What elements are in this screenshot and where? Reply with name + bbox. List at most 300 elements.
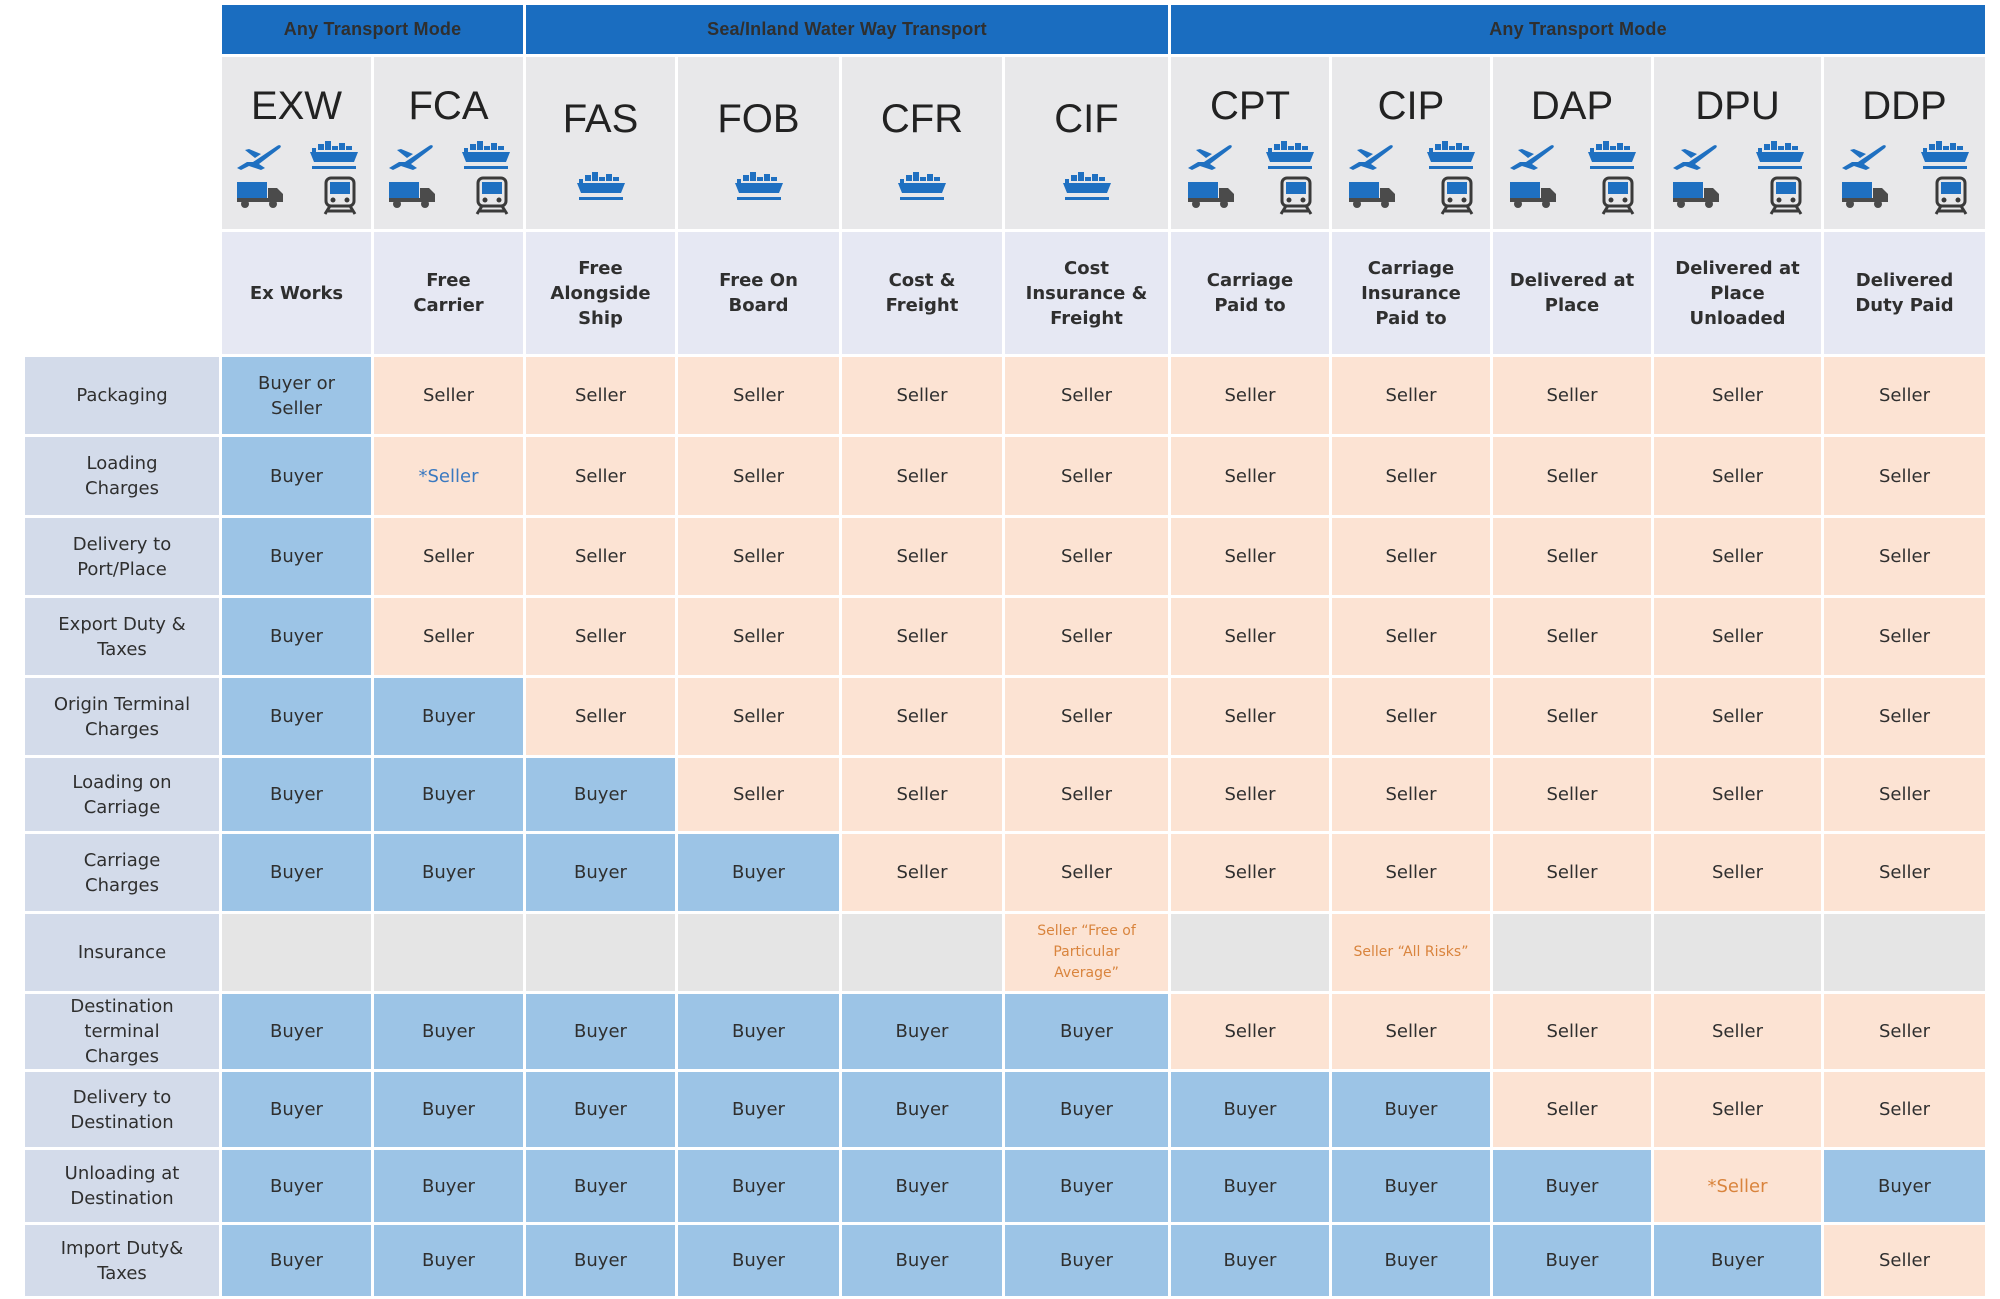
responsibility-cell (841, 677, 1004, 757)
responsibility-cell (373, 913, 525, 993)
cell-value: Seller (896, 465, 948, 487)
row-label-text: Origin Terminal Charges (53, 693, 191, 740)
cell-value: Seller (896, 706, 948, 727)
row-label-text: Insurance (77, 942, 167, 963)
term-header-cip (1331, 56, 1492, 231)
row-label (24, 436, 221, 517)
cell-value: Seller (1385, 546, 1437, 567)
term-code: DPU (1695, 84, 1780, 128)
cell-value: Seller (1061, 465, 1112, 487)
truck-icon (1347, 176, 1397, 210)
responsibility-cell (1331, 757, 1492, 833)
cell-value: Buyer (270, 1021, 323, 1042)
responsibility-cell (525, 913, 677, 993)
term-code: DDP (1862, 84, 1947, 128)
transport-mode-header: Any Transport Mode (1170, 4, 1987, 56)
responsibility-cell (221, 356, 373, 436)
term-name-text: Delivered Duty Paid (1855, 270, 1954, 316)
term-name-fob (677, 231, 841, 356)
cell-value: Seller (1712, 784, 1763, 805)
cell-value: Buyer (422, 1021, 475, 1042)
cell-value: Buyer (1060, 1099, 1113, 1120)
cell-value: Seller (1224, 862, 1276, 883)
responsibility-cell (525, 677, 677, 757)
cell-value: Seller (733, 546, 784, 567)
cell-value: Buyer (574, 862, 627, 883)
cell-value: Buyer (422, 1099, 475, 1120)
table-row (24, 356, 1987, 436)
transport-mode-header: Sea/Inland Water Way Transport (525, 4, 1170, 56)
responsibility-cell (1004, 1224, 1170, 1298)
table-row (24, 1224, 1987, 1298)
responsibility-cell (1653, 517, 1823, 597)
term-name-text: Free Carrier (413, 270, 484, 316)
responsibility-cell (1331, 356, 1492, 436)
responsibility-cell (1004, 833, 1170, 913)
cell-value: Buyer (574, 1250, 627, 1271)
term-header-dpu (1653, 56, 1823, 231)
responsibility-cell (1492, 1149, 1653, 1224)
table-row (24, 993, 1987, 1071)
cell-value: Seller (423, 626, 474, 647)
cell-value: Buyer (1223, 1175, 1277, 1197)
cell-value: Seller (896, 385, 948, 406)
cell-value: Buyer or Seller (257, 372, 336, 419)
truck-icon (1508, 176, 1558, 210)
responsibility-cell (1823, 913, 1987, 993)
cell-value: Buyer (574, 1099, 627, 1120)
cell-value: Seller (733, 465, 784, 487)
term-header-fob (677, 56, 841, 231)
train-icon (1768, 176, 1804, 216)
airplane-icon (233, 138, 283, 172)
cell-value: Seller (1061, 626, 1112, 647)
responsibility-cell (221, 1071, 373, 1149)
cell-value: Buyer (270, 862, 323, 883)
cell-value: Seller (1224, 465, 1276, 487)
responsibility-cell (525, 436, 677, 517)
cell-value: Buyer (270, 1175, 323, 1197)
incoterms-table (22, 2, 1988, 1299)
ship-icon (1586, 138, 1638, 172)
term-name-text: Free Alongside Ship (550, 257, 651, 329)
responsibility-cell (1170, 913, 1331, 993)
term-code: DAP (1530, 84, 1614, 128)
responsibility-cell (1823, 1149, 1987, 1224)
responsibility-cell (373, 757, 525, 833)
term-header-cpt (1170, 56, 1331, 231)
cell-value: Buyer (574, 1175, 627, 1197)
row-label (24, 356, 221, 436)
cell-value: Seller (1546, 1021, 1598, 1042)
term-code: FAS (562, 97, 639, 141)
airplane-icon (1838, 138, 1888, 172)
cell-value: Buyer (270, 784, 323, 805)
responsibility-cell (1492, 517, 1653, 597)
cell-value: Seller (423, 546, 474, 567)
cell-value: Seller (575, 465, 626, 487)
truck-icon (1840, 176, 1890, 210)
airplane-icon (1184, 138, 1234, 172)
responsibility-cell (221, 436, 373, 517)
term-code: CIP (1377, 84, 1445, 128)
row-label (24, 833, 221, 913)
responsibility-cell (1004, 677, 1170, 757)
cell-value: Seller (896, 546, 948, 567)
responsibility-cell (525, 993, 677, 1071)
cell-value: Buyer (732, 1021, 785, 1042)
cell-value: Buyer (574, 1021, 627, 1042)
responsibility-cell (221, 993, 373, 1071)
cell-value: Seller (1546, 626, 1598, 647)
row-label-text: Destination terminal Charges (70, 996, 174, 1067)
responsibility-cell (1823, 436, 1987, 517)
responsibility-cell (1331, 833, 1492, 913)
term-code: CPT (1210, 84, 1290, 128)
cell-value: Seller (1879, 546, 1930, 567)
cell-value: Seller (733, 784, 784, 805)
responsibility-cell (1653, 913, 1823, 993)
row-label-text: Packaging (76, 385, 168, 406)
row-label (24, 597, 221, 677)
cell-value: Seller (1712, 465, 1763, 487)
airplane-icon (1506, 138, 1556, 172)
truck-icon (1671, 176, 1721, 210)
responsibility-cell (373, 597, 525, 677)
row-label (24, 757, 221, 833)
truck-icon (1186, 176, 1236, 210)
cell-value: Buyer (422, 1250, 475, 1271)
cell-value: Seller (1224, 706, 1276, 727)
row-label-text: Loading Charges (85, 453, 159, 499)
responsibility-cell (1492, 356, 1653, 436)
responsibility-cell (221, 913, 373, 993)
cell-value: Buyer (895, 1099, 949, 1120)
row-label-text: Loading on Carriage (72, 771, 172, 818)
cell-value: Seller (1879, 784, 1930, 805)
responsibility-cell (373, 1224, 525, 1298)
cell-value: Seller (1224, 626, 1276, 647)
train-icon (474, 176, 510, 216)
cell-value: Seller (896, 862, 948, 883)
cell-value: Buyer (270, 546, 323, 567)
ship-icon (1754, 138, 1806, 172)
responsibility-cell (1823, 597, 1987, 677)
responsibility-cell (1653, 1149, 1823, 1224)
row-label (24, 517, 221, 597)
term-code: EXW (250, 84, 343, 128)
cell-value: Buyer (732, 1250, 785, 1271)
cell-value: Buyer (574, 784, 627, 805)
cell-value: Seller (575, 385, 626, 406)
responsibility-cell (1653, 1071, 1823, 1149)
responsibility-cell (677, 436, 841, 517)
responsibility-cell (1653, 356, 1823, 436)
responsibility-cell (373, 993, 525, 1071)
responsibility-cell (373, 833, 525, 913)
responsibility-cell (1492, 833, 1653, 913)
ship-icon (896, 169, 948, 203)
ship-icon (1425, 138, 1477, 172)
responsibility-cell (221, 833, 373, 913)
cell-value: Buyer (1223, 1250, 1277, 1271)
responsibility-cell (525, 356, 677, 436)
all-mode-icons (1493, 138, 1651, 216)
sea-mode-icons (678, 169, 839, 203)
cell-value: Buyer (732, 1099, 785, 1120)
cell-value: Seller (1385, 465, 1437, 487)
responsibility-cell (841, 913, 1004, 993)
responsibility-cell (1004, 597, 1170, 677)
cell-value: Seller (1546, 465, 1598, 487)
row-label-text: Delivery to Destination (70, 1086, 174, 1133)
ship-icon (1919, 138, 1971, 172)
cell-value: Seller (1061, 706, 1112, 727)
cell-value: Buyer (422, 784, 475, 805)
responsibility-cell (1823, 356, 1987, 436)
responsibility-cell (1004, 993, 1170, 1071)
row-label-text: Delivery to Port/Place (72, 533, 172, 580)
term-header-fas (525, 56, 677, 231)
cell-value: Buyer (1711, 1250, 1764, 1271)
responsibility-cell (1004, 757, 1170, 833)
term-name-cif (1004, 231, 1170, 356)
cell-value: Seller “All Risks” (1353, 944, 1469, 960)
cell-value: Seller (1224, 1021, 1276, 1042)
responsibility-cell (677, 1149, 841, 1224)
table-row (24, 517, 1987, 597)
cell-value: Seller (1712, 1099, 1763, 1120)
cell-value: Seller (575, 706, 626, 727)
responsibility-cell (1653, 597, 1823, 677)
term-name-exw (221, 231, 373, 356)
responsibility-cell (1823, 993, 1987, 1071)
term-name-fas (525, 231, 677, 356)
train-icon (1600, 176, 1636, 216)
responsibility-cell (677, 356, 841, 436)
all-mode-icons (1332, 138, 1490, 216)
cell-value: Buyer (895, 1175, 949, 1197)
term-code: CFR (880, 97, 964, 141)
cell-value: Buyer (1878, 1175, 1931, 1197)
cell-value: Seller (1546, 862, 1598, 883)
responsibility-cell (1004, 913, 1170, 993)
cell-value: Buyer (422, 862, 475, 883)
cell-value: Seller (1385, 1021, 1437, 1042)
responsibility-cell (841, 356, 1004, 436)
responsibility-cell (1170, 517, 1331, 597)
table-row (24, 1071, 1987, 1149)
term-header-cif (1004, 56, 1170, 231)
responsibility-cell (1492, 677, 1653, 757)
row-label-text: Carriage Charges (83, 849, 161, 896)
table-row (24, 677, 1987, 757)
responsibility-cell (1331, 517, 1492, 597)
airplane-icon (1345, 138, 1395, 172)
transport-mode-header: Any Transport Mode (221, 4, 525, 56)
responsibility-cell (373, 677, 525, 757)
responsibility-cell (1331, 1224, 1492, 1298)
ship-icon (733, 169, 785, 203)
responsibility-cell (841, 1224, 1004, 1298)
responsibility-cell (677, 833, 841, 913)
responsibility-cell (1492, 597, 1653, 677)
ship-icon (308, 138, 360, 172)
cell-value: Buyer (1545, 1250, 1599, 1271)
responsibility-cell (1170, 677, 1331, 757)
cell-value: Buyer (1545, 1175, 1599, 1197)
term-name-text: Ex Works (249, 282, 344, 304)
cell-value: Seller (1061, 385, 1112, 406)
cell-value: *Seller (1707, 1175, 1768, 1197)
cell-value: Seller (1879, 862, 1930, 883)
responsibility-cell (525, 1149, 677, 1224)
cell-value: Seller (575, 626, 626, 647)
term-header-cfr (841, 56, 1004, 231)
train-icon (322, 176, 358, 216)
responsibility-cell (221, 517, 373, 597)
cell-value: Buyer (1384, 1099, 1438, 1120)
responsibility-cell (1004, 436, 1170, 517)
cell-value: Seller (896, 626, 948, 647)
responsibility-cell (1653, 436, 1823, 517)
row-label (24, 677, 221, 757)
responsibility-cell (1170, 1224, 1331, 1298)
responsibility-cell (221, 677, 373, 757)
term-header-ddp (1823, 56, 1987, 231)
cell-value: Seller (575, 546, 626, 567)
cell-value: Seller (1879, 465, 1930, 487)
cell-value: Seller (1385, 626, 1437, 647)
cell-value: Buyer (270, 1099, 323, 1120)
responsibility-cell (525, 1224, 677, 1298)
cell-value: Seller (1385, 862, 1437, 883)
term-name-cip (1331, 231, 1492, 356)
responsibility-cell (1170, 1071, 1331, 1149)
table-row (24, 597, 1987, 677)
responsibility-cell (1331, 1071, 1492, 1149)
cell-value: Seller (733, 626, 784, 647)
cell-value: Seller (733, 385, 784, 406)
responsibility-cell (1331, 677, 1492, 757)
sea-mode-icons (1005, 169, 1168, 203)
responsibility-cell (1823, 757, 1987, 833)
all-mode-icons (1824, 138, 1985, 216)
cell-value: Buyer (270, 1250, 323, 1271)
cell-value: Seller (1061, 784, 1112, 805)
all-mode-icons (374, 138, 523, 216)
term-name-text: Free On Board (719, 270, 798, 316)
responsibility-cell (525, 757, 677, 833)
term-name-dap (1492, 231, 1653, 356)
responsibility-cell (1170, 597, 1331, 677)
responsibility-cell (841, 1149, 1004, 1224)
cell-value: *Seller (418, 465, 479, 487)
responsibility-cell (1653, 993, 1823, 1071)
ship-icon (575, 169, 627, 203)
cell-value: Buyer (422, 1175, 475, 1197)
responsibility-cell (373, 1071, 525, 1149)
responsibility-cell (221, 757, 373, 833)
cell-value: Seller “Free of Particular Average” (1037, 923, 1136, 981)
responsibility-cell (677, 913, 841, 993)
responsibility-cell (525, 1071, 677, 1149)
cell-value: Buyer (1223, 1099, 1277, 1120)
responsibility-cell (1331, 1149, 1492, 1224)
table-row (24, 913, 1987, 993)
responsibility-cell (677, 1224, 841, 1298)
table-row (24, 833, 1987, 913)
row-label-text: Unloading at Destination (64, 1163, 180, 1209)
cell-value: Seller (1546, 706, 1598, 727)
cell-value: Seller (1712, 626, 1763, 647)
responsibility-cell (1823, 833, 1987, 913)
responsibility-cell (1331, 993, 1492, 1071)
cell-value: Seller (1879, 706, 1930, 727)
row-label (24, 1071, 221, 1149)
cell-value: Seller (1061, 862, 1112, 883)
truck-icon (235, 176, 285, 210)
cell-value: Seller (896, 784, 948, 805)
responsibility-cell (373, 1149, 525, 1224)
cell-value: Seller (1712, 1021, 1763, 1042)
cell-value: Seller (1546, 1099, 1598, 1120)
responsibility-cell (221, 597, 373, 677)
cell-value: Buyer (895, 1250, 949, 1271)
responsibility-cell (841, 517, 1004, 597)
term-code: FOB (717, 97, 800, 141)
cell-value: Seller (1385, 385, 1437, 406)
cell-value: Seller (1224, 385, 1276, 406)
sea-mode-icons (526, 169, 675, 203)
responsibility-cell (841, 597, 1004, 677)
responsibility-cell (221, 1224, 373, 1298)
term-name-cpt (1170, 231, 1331, 356)
responsibility-cell (677, 677, 841, 757)
cell-value: Seller (1385, 784, 1437, 805)
cell-value: Buyer (270, 465, 323, 487)
responsibility-cell (677, 597, 841, 677)
table-row (24, 436, 1987, 517)
responsibility-cell (373, 517, 525, 597)
cell-value: Seller (1879, 1021, 1930, 1042)
all-mode-icons (222, 138, 371, 216)
term-header-dap (1492, 56, 1653, 231)
cell-value: Seller (1224, 784, 1276, 805)
train-icon (1933, 176, 1969, 216)
cell-value: Seller (1546, 385, 1598, 406)
ship-icon (1061, 169, 1113, 203)
cell-value: Seller (423, 385, 474, 406)
responsibility-cell (841, 993, 1004, 1071)
cell-value: Buyer (895, 1021, 949, 1042)
responsibility-cell (841, 1071, 1004, 1149)
responsibility-cell (525, 517, 677, 597)
responsibility-cell (677, 517, 841, 597)
responsibility-cell (1653, 833, 1823, 913)
row-label-text: Import Duty& Taxes (60, 1237, 184, 1284)
responsibility-cell (677, 993, 841, 1071)
responsibility-cell (841, 833, 1004, 913)
responsibility-cell (1823, 677, 1987, 757)
responsibility-cell (1170, 993, 1331, 1071)
term-name-text: Delivered at Place Unloaded (1675, 257, 1800, 329)
row-label (24, 913, 221, 993)
responsibility-cell (1492, 993, 1653, 1071)
term-name-fca (373, 231, 525, 356)
responsibility-cell (1004, 517, 1170, 597)
responsibility-cell (1492, 436, 1653, 517)
